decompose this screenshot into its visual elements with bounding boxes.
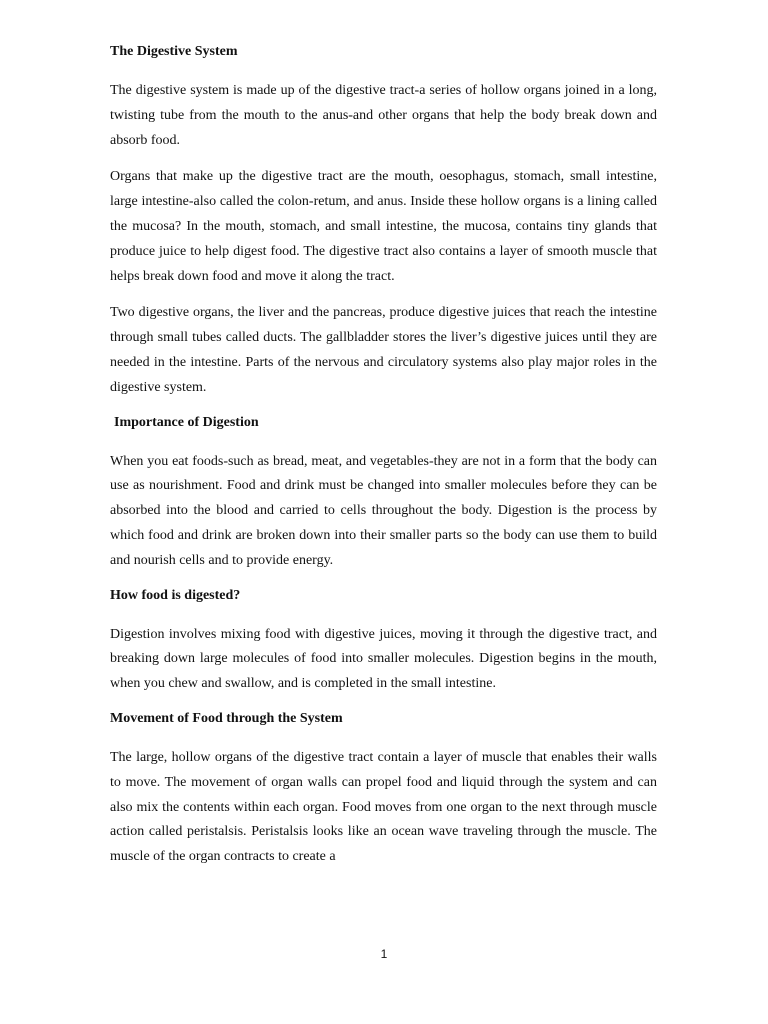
paragraph: Organs that make up the digestive tract are the mouth, oesophagus, stomach, small intestine, large intestine-also called the colon-retum, and anus. Inside these hollow organs is a lining called the mucosa? In the mouth, stomach, and small intestine, the mucosa, contains tiny glands that produce juice to help digest food. The digestive tract also contains a layer of smooth muscle that helps break down food and move it along the tract.	[110, 169, 657, 284]
section-heading-movement-of-food: Movement of Food through the System	[110, 710, 343, 726]
section-heading-how-food-is-digested: How food is digested?	[110, 587, 241, 603]
section-heading-importance-of-digestion: Importance of Digestion	[114, 414, 259, 430]
paragraph: When you eat foods-such as bread, meat, and vegetables-they are not in a form that the body can use as nourishment. Food and drink must be changed into smaller molecules before they can be absorbed into the blood and carried to cells throughout the body. Digestion is the process by which food and drink are broken down into their smaller parts so the body can use them to build and nourish cells and to provide energy.	[110, 453, 657, 568]
paragraph: Digestion involves mixing food with digestive juices, moving it through the digestive tract, and breaking down large molecules of food into smaller molecules. Digestion begins in the mouth, when you chew and swallow, and is completed in the small intestine.	[110, 626, 657, 692]
paragraph: The large, hollow organs of the digestive tract contain a layer of muscle that enables their walls to move. The movement of organ walls can propel food and liquid through the system and can also mix the contents within each organ. Food moves from one organ to the next through muscle action called peristalsis. Peristalsis looks like an ocean wave traveling through the muscle. The muscle of the organ contracts to create a	[110, 749, 657, 865]
paragraph: Two digestive organs, the liver and the pancreas, produce digestive juices that reach the intestine through small tubes called ducts. The gallbladder stores the liver’s digestive juices until they are needed in the intestine. Parts of the nervous and circulatory systems also play major roles in the digestive system.	[110, 305, 657, 395]
section-heading-digestive-system: The Digestive System	[110, 44, 238, 59]
paragraph: The digestive system is made up of the digestive tract-a series of hollow organs joined in a long, twisting tube from the mouth to the anus-and other organs that help the body break down and absorb food.	[110, 83, 657, 148]
page-number: 1	[380, 947, 388, 961]
document-page	[110, 42, 657, 882]
